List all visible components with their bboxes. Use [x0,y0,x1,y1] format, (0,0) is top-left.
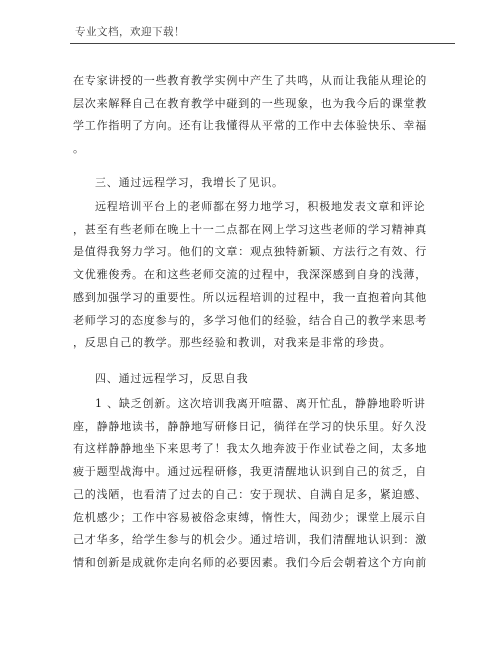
text-line: 己才华多，给学生参与的机会少。通过培训，我们清醒地认识到：激 [73,533,427,547]
text-line: 有这样静静地坐下来思考了！我太久地奔波于作业试卷之间，太多地 [73,442,427,456]
text-line: 感到加强学习的重要性。所以远程培训的过程中，我一直抱着向其他 [73,290,427,304]
text-line: 危机感少；工作中容易被俗念束缚，惰性大，闯劲少；课堂上展示自 [73,510,427,524]
text-line: 是值得我努力学习。他们的文章：观点独特新颖、方法行之有效、行 [73,245,427,259]
text-line: 层次来解释自己在教育教学中碰到的一些现象，也为我今后的课堂教 [73,96,427,110]
text-line: 己的浅陋，也看清了过去的自己：安于现状、自满自足多，紧迫感、 [73,487,427,501]
section-heading-3 [95,172,455,195]
paragraph-2 [73,196,433,355]
text-line: 在专家讲授的一些教育教学实例中产生了共鸣，从而让我能从理论的 [73,74,427,87]
section-heading-text: 四、通过远程学习，反思自我 [95,372,249,385]
text-line: 疲于题型战海中。通过远程研修，我更清醒地认识到自己的贫乏，自 [73,465,427,479]
text-line: 文优雅俊秀。在和这些老师交流的过程中，我深深感到自身的浅薄， [73,268,427,282]
page-header: 专业文档，欢迎下载！ [75,26,185,38]
paragraph-1 [73,70,433,161]
text-line: ，反思自己的教学。那些经验和教训，对我来是非常的珍贵。 [73,336,392,350]
text-line: ，甚至有些老师在晚上十一二点都在网上学习这些老师的学习精神真 [73,222,427,236]
paragraph-3 [73,393,433,575]
text-line: 1 、缺乏创新。这次培训我离开喧嚣、离开忙乱，静静地聆听讲 [95,397,426,410]
section-heading-text: 三、通过远程学习，我增长了见识。 [95,176,284,189]
text-line: 。 [73,142,85,156]
text-line: 学工作指明了方向。还有让我懂得从平常的工作中去体验快乐、幸福 [73,119,427,133]
text-line: 座，静静地读书，静静地写研修日记，徜徉在学习的快乐里。好久没 [73,419,427,433]
text-line: 情和创新是成就你走向名师的必要因素。我们今后会朝着这个方向前 [73,555,427,569]
header-divider [70,43,455,44]
text-line: 远程培训平台上的老师都在努力地学习，积极地发表文章和评论 [95,200,426,213]
text-line: 老师学习的态度参与的，多学习他们的经验，结合自己的教学来思考 [73,313,427,327]
section-heading-4 [95,368,455,391]
